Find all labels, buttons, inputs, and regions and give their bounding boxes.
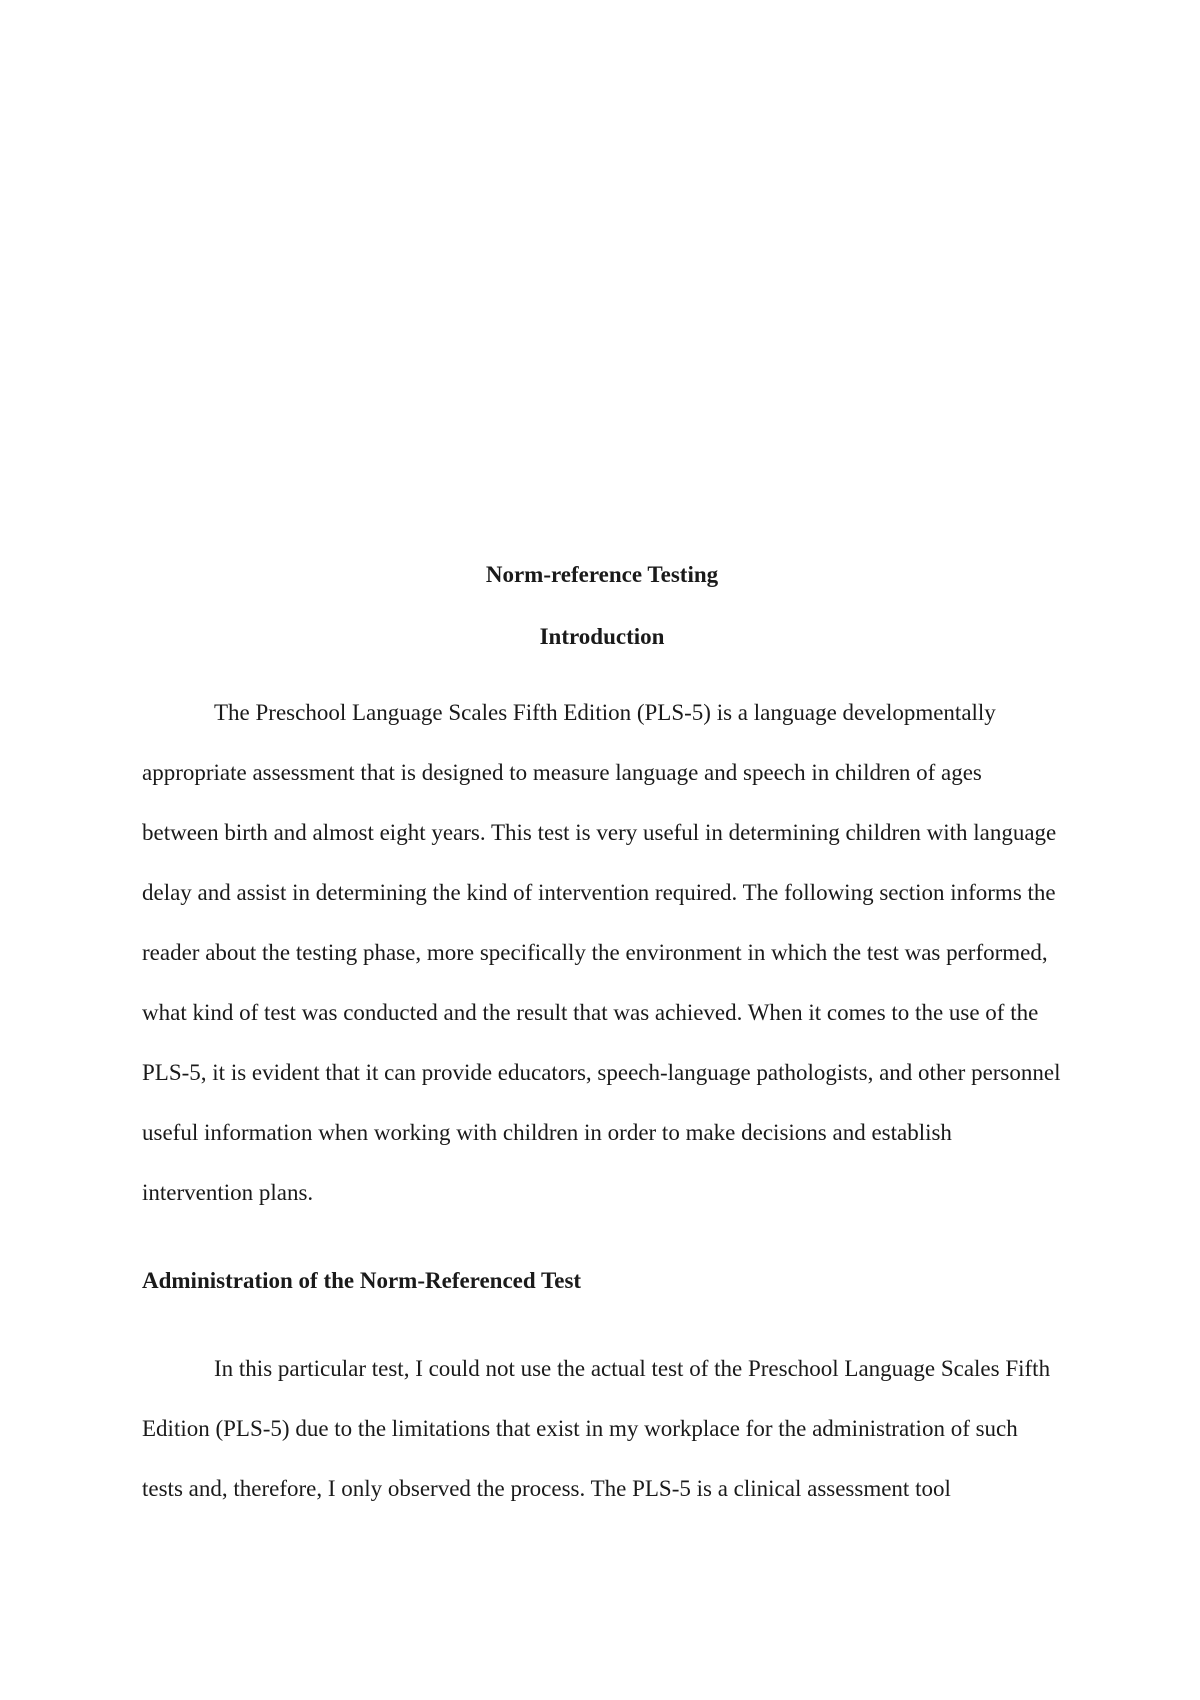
intro-heading: Introduction: [539, 624, 665, 649]
document-body: [142, 545, 1062, 1519]
section-heading: Administration of the Norm-Referenced Test: [142, 1268, 582, 1293]
document-title: Norm-reference Testing: [485, 562, 719, 587]
intro-paragraph: The Preschool Language Scales Fifth Edition (PLS-5) is a language developmentally appropriate assessment that is designed to measure language and speech in children of ages between birth and almost eight years. This test is very useful in determining children with language delay and assist in determining the kind of intervention required. The following section informs the reader about the testing phase, more specifically the environment in which the test was performed, what kind of test was conducted and the result that was achieved. When it comes to the use of the PLS-5, it is evident that it can provide educators, speech-language pathologists, and other personnel useful information when working with children in order to make decisions and establish intervention plans.: [142, 700, 1061, 1205]
section-paragraph: In this particular test, I could not use the actual test of the Preschool Language Scales Fifth Edition (PLS-5) due to the limitations that exist in my workplace for the administration of such tests and, therefore, I only observed the process. The PLS-5 is a clinical assessment tool: [142, 1356, 1051, 1501]
